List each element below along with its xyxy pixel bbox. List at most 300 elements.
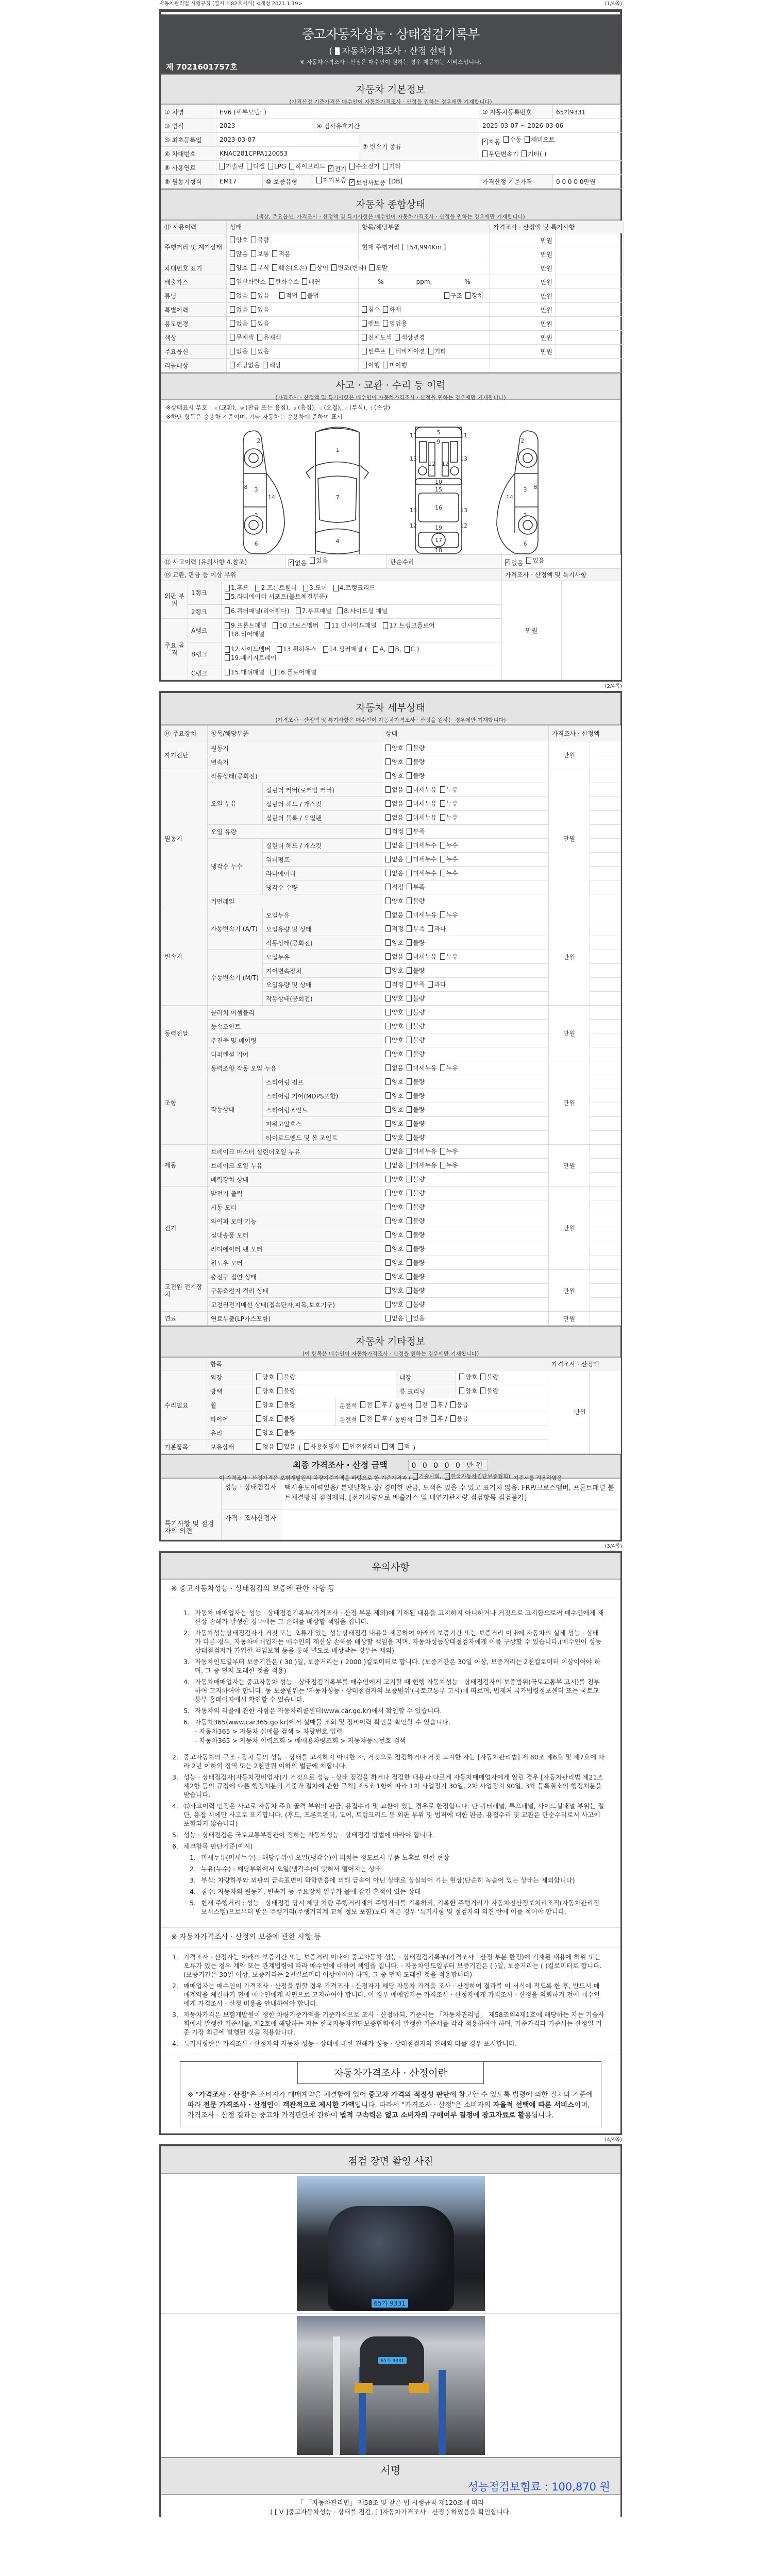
option-checkbox[interactable] <box>407 1314 425 1323</box>
option-checkbox[interactable] <box>296 607 332 615</box>
checkbox-icon[interactable] <box>407 1301 412 1308</box>
price-remark[interactable] <box>556 261 624 275</box>
option-checkbox[interactable] <box>349 162 379 171</box>
option-checkbox[interactable] <box>375 1414 391 1423</box>
option-checkbox[interactable] <box>385 883 404 891</box>
option-checkbox[interactable] <box>269 277 299 286</box>
option-checkbox[interactable] <box>385 1105 404 1114</box>
checkbox-icon[interactable] <box>296 607 301 614</box>
option-checkbox[interactable] <box>389 347 425 355</box>
checkbox-icon[interactable] <box>343 1443 348 1450</box>
price-remark[interactable] <box>590 839 621 853</box>
price-remark[interactable] <box>556 275 624 289</box>
option-checkbox[interactable] <box>256 1414 274 1423</box>
option-checkbox[interactable] <box>230 305 248 314</box>
checkbox-icon[interactable] <box>385 1287 391 1294</box>
price-remark[interactable] <box>590 950 621 964</box>
option-checkbox[interactable] <box>385 827 404 836</box>
price-remark[interactable] <box>590 908 621 922</box>
checkbox-icon[interactable] <box>255 585 260 591</box>
checkbox-icon[interactable] <box>385 1148 391 1155</box>
price-remark[interactable] <box>590 797 621 811</box>
price-remark[interactable] <box>590 755 621 769</box>
checkbox-icon[interactable] <box>385 1120 391 1127</box>
price-remark[interactable] <box>556 233 624 247</box>
option-checkbox[interactable] <box>428 924 446 933</box>
option-checkbox[interactable] <box>362 361 380 369</box>
option-checkbox[interactable] <box>385 799 404 808</box>
option-checkbox[interactable] <box>230 249 248 258</box>
checkbox-icon[interactable] <box>338 607 343 614</box>
option-checkbox[interactable] <box>230 319 248 328</box>
option-checkbox[interactable] <box>385 1077 404 1086</box>
checkbox-icon[interactable] <box>230 334 235 341</box>
option-checkbox[interactable] <box>407 966 425 975</box>
option-checkbox[interactable] <box>440 799 458 808</box>
checkbox-icon[interactable] <box>362 348 367 354</box>
option-checkbox[interactable] <box>385 1022 404 1030</box>
option-checkbox[interactable] <box>407 1077 425 1086</box>
option-checkbox[interactable] <box>525 135 554 144</box>
option-checkbox[interactable] <box>431 1414 447 1423</box>
checkbox-icon[interactable] <box>385 1106 391 1113</box>
option-checkbox[interactable] <box>256 1400 274 1409</box>
option-checkbox[interactable] <box>385 771 404 780</box>
checkbox-icon[interactable] <box>369 264 375 271</box>
checkbox-icon[interactable] <box>407 967 412 974</box>
checkbox-icon[interactable] <box>385 925 391 932</box>
price-remark[interactable] <box>590 867 621 880</box>
option-checkbox[interactable] <box>407 1258 425 1267</box>
option-checkbox[interactable] <box>440 1063 458 1072</box>
option-checkbox[interactable] <box>385 924 404 933</box>
checkbox-icon[interactable] <box>383 622 388 629</box>
checkbox-icon[interactable] <box>230 250 235 257</box>
price-remark[interactable] <box>590 741 621 755</box>
checkbox-icon[interactable] <box>407 800 412 807</box>
checkbox-icon[interactable] <box>405 646 410 653</box>
option-checkbox[interactable] <box>385 757 404 766</box>
option-checkbox[interactable] <box>431 1400 447 1409</box>
checkbox-icon[interactable] <box>385 758 391 765</box>
checkbox-icon[interactable] <box>407 981 412 988</box>
option-checkbox[interactable] <box>395 333 425 342</box>
option-checkbox[interactable] <box>407 1091 425 1100</box>
option-checkbox[interactable] <box>413 1472 442 1480</box>
checkbox-icon[interactable] <box>385 786 391 793</box>
checkbox-icon[interactable] <box>385 842 391 849</box>
option-checkbox[interactable] <box>385 1314 404 1323</box>
checkbox-icon[interactable] <box>251 250 256 257</box>
checkbox-icon[interactable] <box>230 278 235 285</box>
checkbox-icon[interactable] <box>385 1134 391 1141</box>
price-remark[interactable] <box>590 1298 621 1312</box>
checkbox-icon[interactable] <box>385 911 391 918</box>
option-checkbox[interactable] <box>407 1049 425 1058</box>
checkbox-icon[interactable] <box>407 856 412 862</box>
price-remark[interactable] <box>556 331 624 345</box>
price-remark[interactable] <box>590 1270 621 1284</box>
checkbox-icon[interactable] <box>273 622 278 629</box>
option-checkbox[interactable] <box>385 813 404 822</box>
checkbox-icon[interactable] <box>407 1148 412 1155</box>
checkbox-icon[interactable] <box>385 1037 391 1043</box>
checkbox-icon[interactable] <box>407 744 412 751</box>
option-checkbox[interactable] <box>440 952 458 961</box>
price-remark[interactable] <box>590 894 621 908</box>
checkbox-icon[interactable] <box>428 925 433 932</box>
option-checkbox[interactable] <box>302 277 320 286</box>
checkbox-icon[interactable] <box>385 1204 391 1210</box>
checkbox-icon[interactable] <box>407 1315 412 1321</box>
option-checkbox[interactable] <box>385 1091 404 1100</box>
checkbox-icon[interactable] <box>310 264 315 271</box>
checkbox-icon[interactable] <box>256 1401 261 1408</box>
price-remark[interactable] <box>590 1256 621 1270</box>
option-checkbox[interactable] <box>416 1400 428 1409</box>
option-checkbox[interactable] <box>277 646 316 653</box>
option-checkbox[interactable] <box>407 994 425 1003</box>
option-checkbox[interactable] <box>407 1133 425 1142</box>
price-remark[interactable] <box>590 1033 621 1047</box>
option-checkbox[interactable] <box>230 291 248 300</box>
price-remark[interactable] <box>590 1370 621 1454</box>
checkbox-icon[interactable] <box>385 897 391 904</box>
option-checkbox[interactable] <box>383 622 435 629</box>
option-checkbox[interactable] <box>251 235 269 244</box>
checkbox-icon[interactable] <box>230 236 235 243</box>
option-checkbox[interactable] <box>428 980 446 989</box>
checkbox-icon[interactable] <box>440 1148 445 1155</box>
checkbox-icon[interactable] <box>251 348 256 354</box>
option-checkbox[interactable] <box>230 263 248 272</box>
option-checkbox[interactable] <box>385 1161 404 1170</box>
checkbox-icon[interactable] <box>407 1092 412 1099</box>
checkbox-icon[interactable] <box>428 348 433 354</box>
option-checkbox[interactable] <box>385 1119 404 1128</box>
option-checkbox[interactable] <box>407 827 425 836</box>
checkbox-icon[interactable] <box>407 1050 412 1057</box>
checkbox-icon[interactable] <box>389 646 394 653</box>
option-checkbox[interactable] <box>407 1175 425 1183</box>
option-checkbox[interactable] <box>405 646 419 653</box>
price-remark[interactable] <box>590 1214 621 1228</box>
checkbox-icon[interactable] <box>301 292 306 299</box>
option-checkbox[interactable] <box>385 1272 404 1281</box>
price-remark[interactable] <box>590 1242 621 1256</box>
checkbox-icon[interactable] <box>407 1162 412 1168</box>
checkbox-icon[interactable] <box>480 1374 485 1380</box>
checkbox-icon[interactable] <box>385 967 391 974</box>
option-checkbox[interactable] <box>360 1400 373 1409</box>
checkbox-icon[interactable] <box>277 1374 282 1380</box>
checkbox-icon[interactable] <box>385 1231 391 1238</box>
option-checkbox[interactable] <box>277 1400 295 1409</box>
checkbox-icon[interactable] <box>325 622 330 629</box>
option-checkbox[interactable] <box>407 1244 425 1253</box>
checked-box-icon[interactable]: ✓ <box>350 179 355 185</box>
checkbox-icon[interactable] <box>375 1401 380 1408</box>
option-checkbox[interactable] <box>407 952 436 961</box>
checkbox-icon[interactable] <box>389 348 394 354</box>
checkbox-icon[interactable] <box>526 557 531 564</box>
option-checkbox[interactable] <box>277 1442 295 1451</box>
checkbox-icon[interactable] <box>407 1064 412 1071</box>
checkbox-icon[interactable] <box>385 1078 391 1085</box>
option-checkbox[interactable] <box>225 654 277 662</box>
option-checkbox[interactable] <box>362 319 380 328</box>
option-checkbox[interactable] <box>263 361 281 369</box>
checkbox-icon[interactable] <box>251 264 256 271</box>
checkbox-icon[interactable] <box>251 236 256 243</box>
checkbox-icon[interactable] <box>407 911 412 918</box>
checkbox-icon[interactable] <box>362 320 367 327</box>
checkbox-icon[interactable] <box>385 828 391 835</box>
checkbox-icon[interactable] <box>440 911 445 918</box>
option-checkbox[interactable] <box>304 1442 340 1451</box>
checkbox-icon[interactable] <box>407 1078 412 1085</box>
option-checkbox[interactable] <box>389 646 401 653</box>
checkbox-icon[interactable] <box>459 1374 464 1380</box>
option-checkbox[interactable] <box>247 162 265 171</box>
option-checkbox[interactable] <box>407 980 425 989</box>
price-remark[interactable] <box>590 922 621 936</box>
checkbox-icon[interactable] <box>431 1415 436 1422</box>
option-checkbox[interactable] <box>277 1372 295 1381</box>
checkbox-icon[interactable] <box>407 758 412 765</box>
option-checkbox[interactable] <box>382 1442 395 1451</box>
option-checkbox[interactable] <box>428 347 446 355</box>
option-checkbox[interactable] <box>277 1414 295 1423</box>
price-remark[interactable] <box>590 825 621 839</box>
option-checkbox[interactable] <box>407 1022 425 1030</box>
checkbox-icon[interactable] <box>385 1092 391 1099</box>
option-checkbox[interactable] <box>257 333 281 342</box>
price-remark[interactable] <box>590 811 621 825</box>
option-checkbox[interactable] <box>407 1161 436 1170</box>
checkbox-icon[interactable] <box>272 250 277 257</box>
checkbox-icon[interactable] <box>323 646 328 653</box>
checkbox-icon[interactable] <box>385 814 391 821</box>
checkbox-icon[interactable] <box>407 814 412 821</box>
option-checkbox[interactable] <box>301 291 319 300</box>
checkbox-icon[interactable] <box>362 306 367 313</box>
option-checkbox[interactable] <box>407 799 436 808</box>
option-checkbox[interactable] <box>225 622 266 629</box>
checkbox-icon[interactable] <box>385 1315 391 1321</box>
checkbox-icon[interactable] <box>450 1401 456 1408</box>
checkbox-icon[interactable] <box>385 1009 391 1015</box>
checkbox-icon[interactable] <box>230 306 235 313</box>
option-checkbox[interactable] <box>480 1386 498 1395</box>
checkbox-icon[interactable] <box>503 136 509 143</box>
price-remark[interactable] <box>590 978 621 992</box>
option-checkbox[interactable] <box>444 291 462 300</box>
checkbox-icon[interactable] <box>289 163 294 170</box>
option-checkbox[interactable] <box>271 669 316 676</box>
option-checkbox[interactable] <box>225 593 327 600</box>
option-checkbox[interactable] <box>362 333 392 342</box>
option-checkbox[interactable] <box>375 1400 391 1409</box>
checked-box-icon[interactable]: ✓ <box>329 165 333 171</box>
checkbox-icon[interactable] <box>407 1023 412 1029</box>
option-checkbox[interactable] <box>407 757 425 766</box>
option-checkbox[interactable] <box>360 1414 373 1423</box>
checkbox-icon[interactable] <box>440 800 445 807</box>
option-checkbox[interactable] <box>482 149 518 158</box>
price-remark[interactable] <box>590 1006 621 1020</box>
option-checkbox[interactable] <box>273 622 318 629</box>
checkbox-icon[interactable] <box>440 1162 445 1168</box>
checkbox-icon[interactable] <box>440 786 445 793</box>
option-checkbox[interactable] <box>277 1386 295 1395</box>
checkbox-icon[interactable] <box>375 1415 380 1422</box>
checkbox-icon[interactable] <box>407 786 412 793</box>
price-remark[interactable] <box>590 1131 621 1145</box>
option-checkbox[interactable] <box>325 622 377 629</box>
checkbox-icon[interactable] <box>304 1443 309 1450</box>
checkbox-icon[interactable] <box>407 1204 412 1210</box>
checkbox-icon[interactable] <box>268 163 273 170</box>
option-checkbox[interactable] <box>407 1189 425 1197</box>
price-remark[interactable] <box>590 880 621 894</box>
checkbox-icon[interactable] <box>362 362 367 368</box>
price-remark[interactable] <box>590 936 621 950</box>
checkbox-icon[interactable] <box>360 1415 365 1422</box>
price-remark[interactable] <box>556 247 624 261</box>
checkbox-icon[interactable] <box>385 939 391 946</box>
checkbox-icon[interactable] <box>385 1064 391 1071</box>
checkbox-icon[interactable] <box>395 334 400 341</box>
checkbox-icon[interactable] <box>277 1443 282 1450</box>
option-checkbox[interactable] <box>440 910 458 919</box>
option-checkbox[interactable] <box>362 347 386 355</box>
option-checkbox[interactable] <box>440 841 458 850</box>
option-checkbox[interactable] <box>407 1119 425 1128</box>
price-remark[interactable] <box>590 769 621 783</box>
checkbox-icon[interactable] <box>407 1134 412 1141</box>
price-remark[interactable] <box>556 345 624 359</box>
price-remark[interactable] <box>590 1117 621 1131</box>
option-checkbox[interactable] <box>279 291 297 300</box>
option-checkbox[interactable] <box>343 1442 379 1451</box>
option-checkbox[interactable] <box>407 1105 425 1114</box>
option-checkbox[interactable] <box>385 896 404 905</box>
option-checkbox[interactable] <box>385 1008 404 1016</box>
price-remark[interactable] <box>590 964 621 978</box>
checkbox-icon[interactable] <box>251 320 256 327</box>
price-remark[interactable] <box>590 1145 621 1159</box>
checkbox-icon[interactable] <box>230 320 235 327</box>
checkbox-icon[interactable] <box>385 1217 391 1224</box>
checkbox-icon[interactable] <box>257 334 262 341</box>
option-checkbox[interactable] <box>225 584 249 591</box>
checked-box-icon[interactable]: ✓ <box>483 138 488 144</box>
checkbox-icon[interactable] <box>362 334 367 341</box>
checkbox-icon[interactable] <box>385 953 391 960</box>
checkbox-icon[interactable] <box>225 646 230 653</box>
checkbox-icon[interactable] <box>269 278 274 285</box>
checkbox-icon[interactable] <box>385 772 391 779</box>
price-remark[interactable] <box>590 1103 621 1117</box>
option-checkbox[interactable] <box>333 584 375 591</box>
option-checkbox[interactable] <box>362 305 380 314</box>
price-remark[interactable] <box>590 783 621 797</box>
option-checkbox[interactable] <box>440 1147 458 1156</box>
option-checkbox[interactable] <box>526 556 544 565</box>
checkbox-icon[interactable] <box>256 1415 261 1422</box>
option-checkbox[interactable] <box>225 669 264 676</box>
option-checkbox[interactable] <box>383 162 401 171</box>
checkbox-icon[interactable] <box>407 897 412 904</box>
checkbox-icon[interactable] <box>407 1217 412 1224</box>
checkbox-icon[interactable] <box>256 1374 261 1380</box>
checkbox-icon[interactable] <box>303 585 308 591</box>
option-checkbox[interactable] <box>398 1442 410 1451</box>
option-checkbox[interactable] <box>407 869 436 877</box>
price-remark[interactable] <box>590 1061 621 1075</box>
option-checkbox[interactable] <box>385 1049 404 1058</box>
option-checkbox[interactable] <box>482 138 500 146</box>
option-checkbox[interactable] <box>459 1386 477 1395</box>
option-checkbox[interactable] <box>225 631 264 638</box>
checkbox-icon[interactable] <box>225 593 230 600</box>
option-checkbox[interactable] <box>251 249 269 258</box>
checkbox-icon[interactable] <box>407 1231 412 1238</box>
option-checkbox[interactable] <box>385 841 404 850</box>
checkbox-icon[interactable] <box>407 939 412 946</box>
checkbox-icon[interactable] <box>407 884 412 890</box>
checkbox-icon[interactable] <box>440 814 445 821</box>
price-remark[interactable] <box>590 1200 621 1214</box>
option-checkbox[interactable] <box>272 263 307 272</box>
option-checkbox[interactable] <box>385 938 404 947</box>
option-checkbox[interactable] <box>251 263 269 272</box>
checkbox-icon[interactable] <box>385 1050 391 1057</box>
checkbox-icon[interactable] <box>407 995 412 1002</box>
checkbox-icon[interactable] <box>385 1176 391 1182</box>
checkbox-icon[interactable] <box>256 1387 261 1394</box>
option-checkbox[interactable] <box>230 333 254 342</box>
option-checkbox[interactable] <box>407 1230 425 1239</box>
checkbox-icon[interactable] <box>431 1401 436 1408</box>
checkbox-icon[interactable] <box>256 1429 261 1436</box>
option-checkbox[interactable] <box>440 855 458 863</box>
option-checkbox[interactable] <box>407 841 436 850</box>
checkbox-icon[interactable] <box>373 646 378 653</box>
checkbox-icon[interactable] <box>385 884 391 890</box>
option-checkbox[interactable] <box>407 855 436 863</box>
checkbox-icon[interactable] <box>440 856 445 862</box>
option-checkbox[interactable] <box>251 347 269 355</box>
option-checkbox[interactable] <box>225 646 271 653</box>
option-checkbox[interactable] <box>459 1372 477 1381</box>
selection-checkbox[interactable] <box>335 47 340 55</box>
price-remark[interactable] <box>590 1228 621 1242</box>
option-checkbox[interactable] <box>440 869 458 877</box>
option-checkbox[interactable] <box>385 1244 404 1253</box>
checkbox-icon[interactable] <box>440 1064 445 1071</box>
price-remark[interactable] <box>590 1173 621 1187</box>
checkbox-icon[interactable] <box>382 1443 388 1450</box>
price-remark[interactable] <box>590 1312 621 1326</box>
checkbox-icon[interactable] <box>407 870 412 876</box>
option-checkbox[interactable] <box>416 1414 428 1423</box>
checkbox-icon[interactable] <box>407 1273 412 1280</box>
option-checkbox[interactable] <box>385 1258 404 1267</box>
checkbox-icon[interactable] <box>277 1401 282 1408</box>
option-checkbox[interactable] <box>407 924 425 933</box>
